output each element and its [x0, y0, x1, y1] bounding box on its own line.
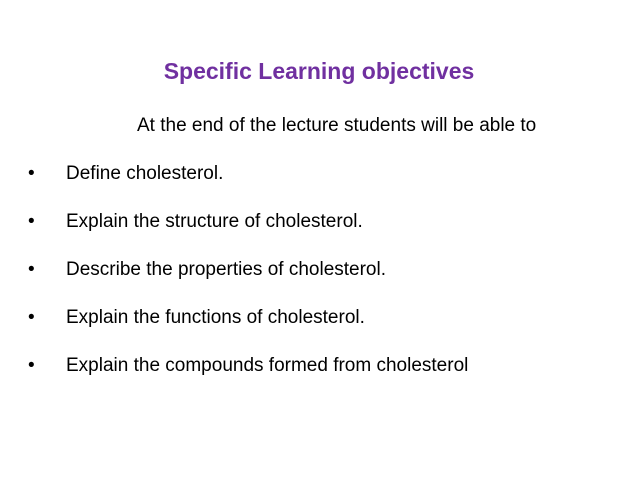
list-item-text: Explain the compounds formed from cholesterol [66, 355, 469, 376]
list-item-text: Explain the functions of cholesterol. [66, 307, 365, 328]
bullet-icon: • [28, 355, 35, 376]
list-item-text: Explain the structure of cholesterol. [66, 211, 363, 232]
bullet-icon: • [28, 307, 35, 328]
bullet-icon: • [28, 259, 35, 280]
bullet-icon: • [28, 211, 35, 232]
slide-intro: At the end of the lecture students will be able to [137, 115, 537, 136]
slide-title: Specific Learning objectives [163, 58, 475, 84]
list-item-text: Define cholesterol. [66, 163, 224, 184]
list-item-text: Describe the properties of cholesterol. [66, 259, 386, 280]
bullet-icon: • [28, 163, 35, 184]
